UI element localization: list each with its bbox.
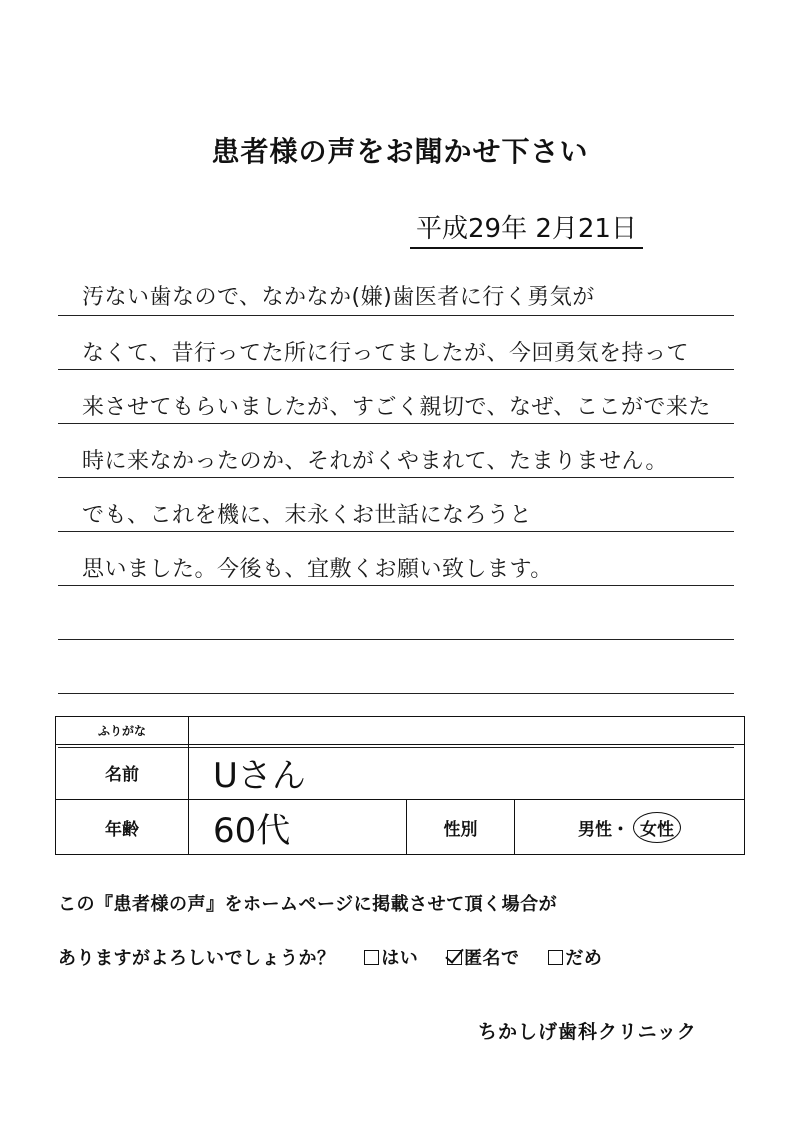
- sex-options: [515, 800, 744, 854]
- age-value: 60代: [189, 800, 407, 854]
- option-anonymous-label: 匿名で: [464, 948, 520, 969]
- comment-line: [58, 370, 734, 424]
- sex-separator: ・: [612, 819, 629, 840]
- comment-text: 来させてもらいましたが、すごく親切で、なぜ、ここがで来た: [82, 395, 711, 420]
- comment-text: なくて、昔行ってた所に行ってましたが、今回勇気を持って: [82, 341, 690, 366]
- comment-text: 時に来なかったのか、それがくやまれて、たまりません。: [82, 449, 668, 474]
- option-yes: [364, 944, 418, 970]
- option-anonymous: [447, 944, 520, 970]
- date-field: 平成29年 2月21日: [410, 208, 643, 249]
- comment-text: 汚ない歯なので、なかなか(嫌)歯医者に行く勇気が: [82, 285, 595, 310]
- comment-line: [58, 316, 734, 370]
- comment-text: でも、これを機に、末永くお世話になろうと: [82, 503, 533, 528]
- age-label: 年齢: [56, 800, 189, 854]
- furigana-label: ふりがな: [56, 717, 189, 744]
- sex-male: 男性: [578, 819, 612, 840]
- comment-line: [58, 478, 734, 532]
- comment-text: 思いました。今後も、宜敷くお願い致します。: [82, 557, 553, 582]
- name-value: Uさん: [213, 755, 306, 796]
- checkbox-icon: [548, 950, 563, 965]
- comment-line: [58, 532, 734, 586]
- patient-info-table: [55, 716, 745, 855]
- consent-question-line2: [58, 944, 602, 970]
- name-label: 名前: [56, 745, 189, 799]
- comment-area: [58, 262, 734, 748]
- option-no-label: だめ: [565, 948, 603, 969]
- page-title: 患者様の声をお聞かせ下さい: [211, 135, 589, 168]
- comment-line-blank: [58, 586, 734, 640]
- option-yes-label: はい: [381, 948, 419, 969]
- age-sex-row: [56, 800, 744, 854]
- consent-question-line1: この『患者様の声』をホームページに掲載させて頂く場合が: [58, 894, 558, 915]
- sex-label: 性別: [407, 800, 515, 854]
- name-row: [56, 745, 744, 800]
- furigana-row: [56, 717, 744, 745]
- comment-line: [58, 424, 734, 478]
- checkbox-checked-icon: [447, 950, 462, 965]
- checkbox-icon: [364, 950, 379, 965]
- comment-line: [58, 262, 734, 316]
- clinic-name: ちかしげ歯科クリニック: [478, 1021, 697, 1043]
- consent-question-text: ありますがよろしいでしょうか？: [58, 948, 336, 969]
- option-no: [548, 944, 602, 970]
- furigana-value: [189, 717, 744, 744]
- sex-female-circled: 女性: [633, 812, 681, 843]
- comment-line-blank: [58, 640, 734, 694]
